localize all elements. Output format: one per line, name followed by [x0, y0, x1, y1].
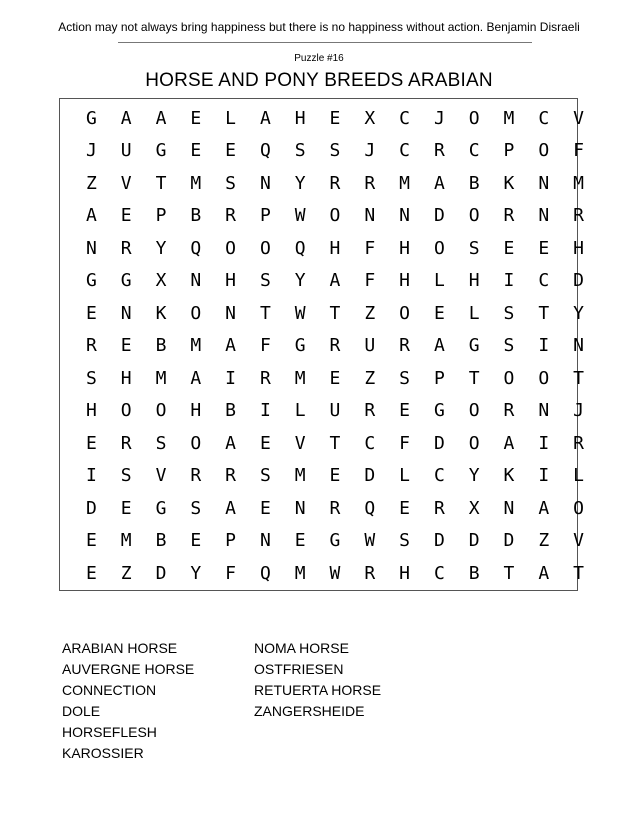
grid-cell: H	[399, 562, 410, 584]
grid-cell: Y	[190, 562, 202, 584]
grid-cell: E	[329, 367, 341, 389]
grid-cell: A	[225, 335, 236, 357]
grid-cell: L	[225, 107, 236, 129]
grid-cell: R	[329, 172, 341, 194]
grid-cell: D	[364, 465, 376, 487]
grid-cell: M	[190, 335, 202, 357]
grid-cell: E	[399, 497, 410, 519]
grid-cell: B	[468, 562, 480, 584]
word-list-item: DOLE	[62, 703, 101, 719]
grid-cell: J	[364, 140, 376, 162]
grid-cell: E	[329, 465, 341, 487]
word-list-item: HORSEFLESH	[62, 724, 157, 740]
grid-cell: L	[468, 302, 480, 324]
grid-cell: N	[190, 270, 202, 292]
grid-cell: T	[538, 302, 550, 324]
grid-cell: T	[573, 367, 584, 389]
grid-cell: Y	[155, 237, 167, 259]
grid-cell: S	[329, 140, 341, 162]
grid-cell: G	[85, 270, 97, 292]
grid-cell: H	[573, 237, 584, 259]
grid-cell: A	[329, 270, 341, 292]
grid-cell: A	[190, 367, 202, 389]
grid-cell: K	[155, 302, 167, 324]
header-divider	[118, 42, 532, 43]
puzzle-title: HORSE AND PONY BREEDS ARABIAN	[145, 70, 493, 91]
grid-cell: Y	[468, 465, 480, 487]
grid-cell: K	[503, 172, 515, 194]
grid-cell: B	[468, 172, 480, 194]
grid-cell: F	[573, 140, 584, 162]
grid-cell: A	[85, 205, 97, 227]
grid-cell: K	[503, 465, 515, 487]
grid-cell: V	[120, 172, 132, 194]
grid-cell: E	[225, 140, 236, 162]
grid-cell: S	[85, 367, 97, 389]
grid-cell: Q	[294, 237, 306, 259]
grid-cell: Y	[573, 302, 584, 324]
grid-cell: P	[225, 530, 236, 552]
grid-cell: R	[225, 465, 236, 487]
grid-cell: C	[433, 465, 445, 487]
grid-cell: I	[538, 465, 550, 487]
grid-cell: E	[85, 302, 97, 324]
grid-cell: R	[503, 205, 515, 227]
grid-cell: R	[573, 432, 584, 454]
grid-cell: N	[503, 497, 515, 519]
grid-cell: C	[433, 562, 445, 584]
grid-cell: A	[433, 335, 445, 357]
grid-cell: E	[85, 432, 97, 454]
grid-cell: U	[329, 400, 341, 422]
grid-cell: P	[433, 367, 445, 389]
grid-cell: O	[329, 205, 341, 227]
grid-cell: S	[294, 140, 306, 162]
grid-cell: T	[468, 367, 480, 389]
grid-cell: W	[364, 530, 376, 552]
grid-cell: B	[190, 205, 202, 227]
grid-cell: W	[294, 302, 306, 324]
grid-cell: O	[573, 497, 584, 519]
grid-cell: J	[85, 140, 97, 162]
grid-cell: N	[538, 205, 550, 227]
grid-cell: X	[155, 270, 167, 292]
grid-cell: O	[225, 237, 236, 259]
grid-cell: M	[399, 172, 410, 194]
grid-cell: I	[85, 465, 97, 487]
word-list-item: RETUERTA HORSE	[254, 682, 382, 698]
puzzle-number: Puzzle #16	[294, 53, 344, 64]
grid-cell: Q	[190, 237, 202, 259]
grid-cell: N	[573, 335, 584, 357]
grid-cell: O	[190, 432, 202, 454]
grid-cell: J	[573, 400, 584, 422]
grid-cell: E	[259, 497, 271, 519]
grid-cell: E	[329, 107, 341, 129]
grid-cell: F	[364, 270, 376, 292]
grid-cell: E	[85, 530, 97, 552]
grid-cell: N	[294, 497, 306, 519]
grid-cell: A	[225, 497, 236, 519]
grid-cell: S	[259, 465, 271, 487]
grid-cell: O	[503, 367, 515, 389]
grid-cell: S	[190, 497, 202, 519]
grid-cell: A	[120, 107, 132, 129]
header-quote: Action may not always bring happiness but there is no happiness without action. Benjamin Disraeli	[58, 20, 580, 34]
grid-cell: C	[538, 270, 550, 292]
grid-cell: D	[85, 497, 97, 519]
grid-cell: H	[329, 237, 341, 259]
grid-cell: M	[294, 367, 306, 389]
grid-cell: L	[399, 465, 410, 487]
grid-cell: Y	[294, 270, 306, 292]
grid-cell: G	[329, 530, 341, 552]
grid-cell: Z	[538, 530, 550, 552]
word-list-item: OSTFRIESEN	[254, 661, 344, 677]
grid-cell: E	[294, 530, 306, 552]
grid-cell: V	[155, 465, 167, 487]
grid-cell: D	[573, 270, 584, 292]
grid-cell: N	[85, 237, 97, 259]
grid-cell: N	[399, 205, 410, 227]
grid-cell: M	[294, 562, 306, 584]
grid-cell: O	[433, 237, 445, 259]
grid-cell: G	[294, 335, 306, 357]
grid-cell: S	[503, 302, 515, 324]
grid-cell: O	[468, 432, 480, 454]
grid-cell: A	[433, 172, 445, 194]
grid-cell: O	[468, 107, 480, 129]
grid-cell: Y	[294, 172, 306, 194]
grid-cell: S	[155, 432, 167, 454]
grid-cell: R	[120, 237, 132, 259]
grid-cell: V	[294, 432, 306, 454]
grid-cell: H	[399, 237, 410, 259]
grid-cell: R	[85, 335, 97, 357]
grid-cell: D	[503, 530, 515, 552]
grid-cell: F	[399, 432, 410, 454]
word-list-item: KAROSSIER	[62, 745, 144, 761]
grid-cell: H	[85, 400, 97, 422]
grid-cell: O	[468, 400, 480, 422]
grid-cell: N	[225, 302, 236, 324]
grid-cell: X	[468, 497, 480, 519]
grid-cell: H	[294, 107, 306, 129]
grid-cell: R	[364, 562, 376, 584]
grid-cell: N	[120, 302, 132, 324]
grid-cell: W	[329, 562, 341, 584]
grid-cell: H	[190, 400, 202, 422]
grid-cell: O	[538, 140, 550, 162]
grid-cell: M	[503, 107, 515, 129]
grid-cell: C	[364, 432, 376, 454]
grid-cell: H	[120, 367, 132, 389]
grid-cell: E	[433, 302, 445, 324]
grid-cell: S	[259, 270, 271, 292]
grid-cell: E	[503, 237, 515, 259]
grid-cell: G	[155, 140, 167, 162]
word-list-item: CONNECTION	[62, 682, 157, 698]
grid-cell: D	[155, 562, 167, 584]
grid-cell: O	[399, 302, 410, 324]
grid-cell: R	[190, 465, 202, 487]
grid-cell: N	[259, 172, 271, 194]
grid-cell: R	[433, 497, 445, 519]
grid-cell: D	[468, 530, 480, 552]
grid-cell: A	[155, 107, 167, 129]
grid-cell: E	[399, 400, 410, 422]
grid-cell: M	[294, 465, 306, 487]
grid-cell: T	[329, 302, 341, 324]
grid-cell: I	[503, 270, 515, 292]
grid-cell: O	[190, 302, 202, 324]
word-list-item: AUVERGNE HORSE	[62, 661, 195, 677]
grid-cell: T	[155, 172, 167, 194]
grid-cell: M	[120, 530, 132, 552]
grid-cell: M	[155, 367, 167, 389]
grid-cell: T	[573, 562, 584, 584]
grid-cell: D	[433, 205, 445, 227]
grid-cell: A	[225, 432, 236, 454]
word-list-item: NOMA HORSE	[254, 640, 349, 656]
grid-cell: H	[468, 270, 480, 292]
grid-cell: G	[85, 107, 97, 129]
grid-cell: C	[468, 140, 480, 162]
grid-cell: B	[155, 335, 167, 357]
grid-cell: H	[399, 270, 410, 292]
grid-cell: V	[573, 107, 584, 129]
grid-cell: E	[120, 205, 132, 227]
grid-cell: F	[364, 237, 376, 259]
grid-cell: E	[120, 497, 132, 519]
grid-cell: L	[294, 400, 306, 422]
grid-cell: C	[399, 140, 410, 162]
grid-cell: S	[225, 172, 236, 194]
grid-cell: F	[225, 562, 236, 584]
grid-cell: Z	[85, 172, 97, 194]
grid-cell: E	[190, 530, 202, 552]
grid-cell: A	[538, 562, 550, 584]
grid-cell: R	[225, 205, 236, 227]
grid-cell: N	[259, 530, 271, 552]
grid-cell: Q	[364, 497, 376, 519]
grid-cell: E	[259, 432, 271, 454]
grid-cell: L	[573, 465, 584, 487]
grid-cell: O	[538, 367, 550, 389]
grid-cell: E	[190, 107, 202, 129]
grid-cell: R	[399, 335, 410, 357]
grid-cell: R	[120, 432, 132, 454]
word-list-item: ARABIAN HORSE	[62, 640, 178, 656]
grid-cell: O	[259, 237, 271, 259]
grid-cell: R	[503, 400, 515, 422]
grid-cell: N	[364, 205, 376, 227]
grid-cell: D	[433, 530, 445, 552]
grid-cell: M	[190, 172, 202, 194]
grid-cell: Z	[364, 302, 376, 324]
grid-cell: R	[433, 140, 445, 162]
grid-cell: T	[329, 432, 341, 454]
grid-cell: S	[468, 237, 480, 259]
grid-cell: S	[503, 335, 515, 357]
grid-cell: I	[225, 367, 236, 389]
grid-cell: F	[259, 335, 271, 357]
grid-cell: G	[155, 497, 167, 519]
word-list-item: ZANGERSHEIDE	[254, 703, 365, 719]
grid-cell: U	[364, 335, 376, 357]
grid-cell: W	[294, 205, 306, 227]
grid-cell: R	[364, 172, 376, 194]
grid-cell: R	[329, 335, 341, 357]
grid-cell: G	[468, 335, 480, 357]
grid-cell: J	[433, 107, 445, 129]
grid-cell: O	[120, 400, 132, 422]
grid-cell: N	[538, 172, 550, 194]
grid-cell: Q	[259, 562, 271, 584]
grid-cell: I	[259, 400, 271, 422]
grid-cell: S	[399, 530, 410, 552]
grid-cell: Z	[364, 367, 376, 389]
grid-cell: Q	[259, 140, 271, 162]
grid-cell: E	[120, 335, 132, 357]
grid-cell: R	[329, 497, 341, 519]
grid-cell: P	[503, 140, 515, 162]
grid-cell: R	[259, 367, 271, 389]
grid-cell: M	[573, 172, 584, 194]
letter-grid	[59, 98, 584, 591]
grid-cell: G	[120, 270, 132, 292]
grid-cell: I	[538, 335, 550, 357]
grid-cell: B	[225, 400, 236, 422]
grid-cell: D	[433, 432, 445, 454]
word-list	[62, 640, 582, 766]
grid-cell: H	[225, 270, 236, 292]
grid-cell: G	[433, 400, 445, 422]
grid-cell: E	[85, 562, 97, 584]
grid-cell: B	[155, 530, 167, 552]
grid-cell: O	[468, 205, 480, 227]
grid-cell: A	[503, 432, 515, 454]
grid-cell: T	[503, 562, 515, 584]
grid-cell: N	[538, 400, 550, 422]
grid-cell: Z	[120, 562, 132, 584]
grid-cell: A	[538, 497, 550, 519]
grid-cell: S	[399, 367, 410, 389]
grid-cell: C	[399, 107, 410, 129]
grid-cell: S	[120, 465, 132, 487]
grid-cell: E	[538, 237, 550, 259]
grid-cell: C	[538, 107, 550, 129]
grid-cell: P	[155, 205, 167, 227]
grid-cell: I	[538, 432, 550, 454]
grid-cell: X	[364, 107, 376, 129]
grid-cell: V	[573, 530, 584, 552]
grid-cell: U	[120, 140, 132, 162]
grid-cell: O	[155, 400, 167, 422]
grid-cell: E	[190, 140, 202, 162]
grid-cell: L	[433, 270, 445, 292]
grid-cell: A	[259, 107, 271, 129]
grid-cell: P	[259, 205, 271, 227]
grid-cell: R	[364, 400, 376, 422]
grid-cell: R	[573, 205, 584, 227]
grid-cell: T	[259, 302, 271, 324]
